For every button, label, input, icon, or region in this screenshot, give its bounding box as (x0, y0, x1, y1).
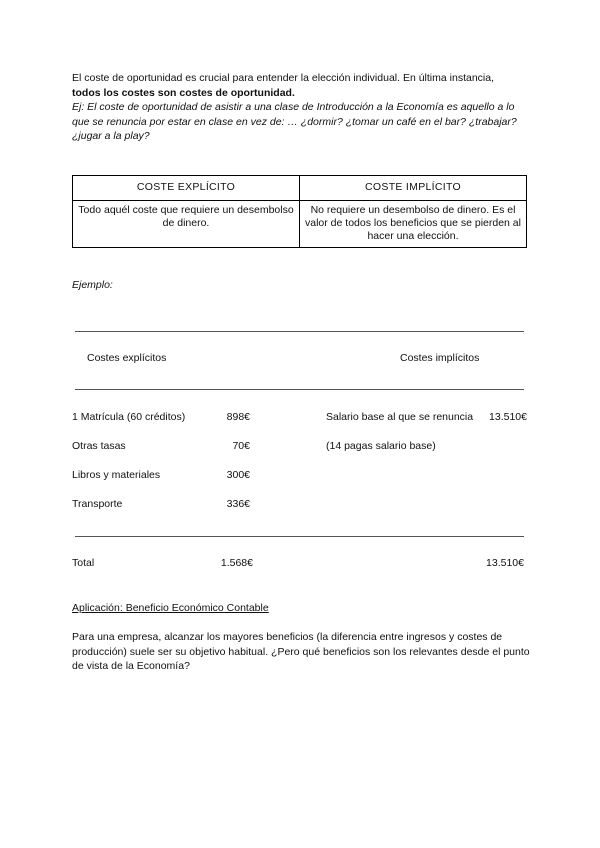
implicit-row-label: Salario base al que se renuncia (326, 411, 474, 423)
explicit-row-value: 336€ (226, 498, 250, 510)
divider (75, 331, 524, 332)
explicit-row-value: 70€ (232, 440, 250, 452)
explicit-row-label: Transporte (72, 498, 123, 510)
col-header-implicit: Costes implícitos (400, 352, 480, 364)
intro-example: Ej: El coste de oportunidad de asistir a una clase de Introducción a la Economía es aquello a lo que se renuncia por estar en clase en vez de: … ¿dormir? ¿tomar un café en el bar? ¿trabajar? ¿jugar a la play? (72, 101, 517, 142)
col-header-explicit: Costes explícitos (87, 352, 167, 364)
section-paragraph: Para una empresa, alcanzar los mayores beneficios (la diferencia entre ingresos y costes de producción) suele ser su objetivo habitual. ¿Pero qué beneficios son los relevantes desde el punto de vista de la Economía? (72, 631, 530, 672)
intro-text (72, 71, 532, 144)
total-label: Total (72, 557, 95, 569)
intro-line: El coste de oportunidad es crucial para entender la elección individual. En última instancia, (72, 72, 494, 84)
section-title: Aplicación: Beneficio Económico Contable (72, 602, 269, 614)
intro-bold-statement: todos los costes son costes de oportunidad. (72, 86, 295, 99)
example-label: Ejemplo: (72, 279, 113, 291)
implicit-description: No requiere un desembolso de dinero. Es el valor de todos los beneficios que se pierden al hacer una elección. (300, 201, 527, 248)
divider (75, 389, 524, 390)
explicit-row-value: 898€ (226, 411, 250, 423)
explicit-row-label: Otras tasas (72, 440, 126, 452)
header-explicit: COSTE EXPLÍCITO (73, 176, 300, 201)
total-explicit: 1.568€ (220, 557, 253, 569)
explicit-row-value: 300€ (226, 469, 250, 481)
divider (75, 536, 524, 537)
explicit-description: Todo aquél coste que requiere un desembolso de dinero. (73, 201, 300, 248)
explicit-row-label: Libros y materiales (72, 469, 161, 481)
explicit-row-label: 1 Matrícula (60 créditos) (72, 411, 186, 423)
implicit-row-value: 13.510€ (489, 411, 527, 423)
implicit-row-note: (14 pagas salario base) (326, 440, 436, 452)
cost-comparison-table (72, 175, 527, 248)
header-implicit: COSTE IMPLÍCITO (300, 176, 527, 201)
total-implicit: 13.510€ (486, 557, 524, 569)
